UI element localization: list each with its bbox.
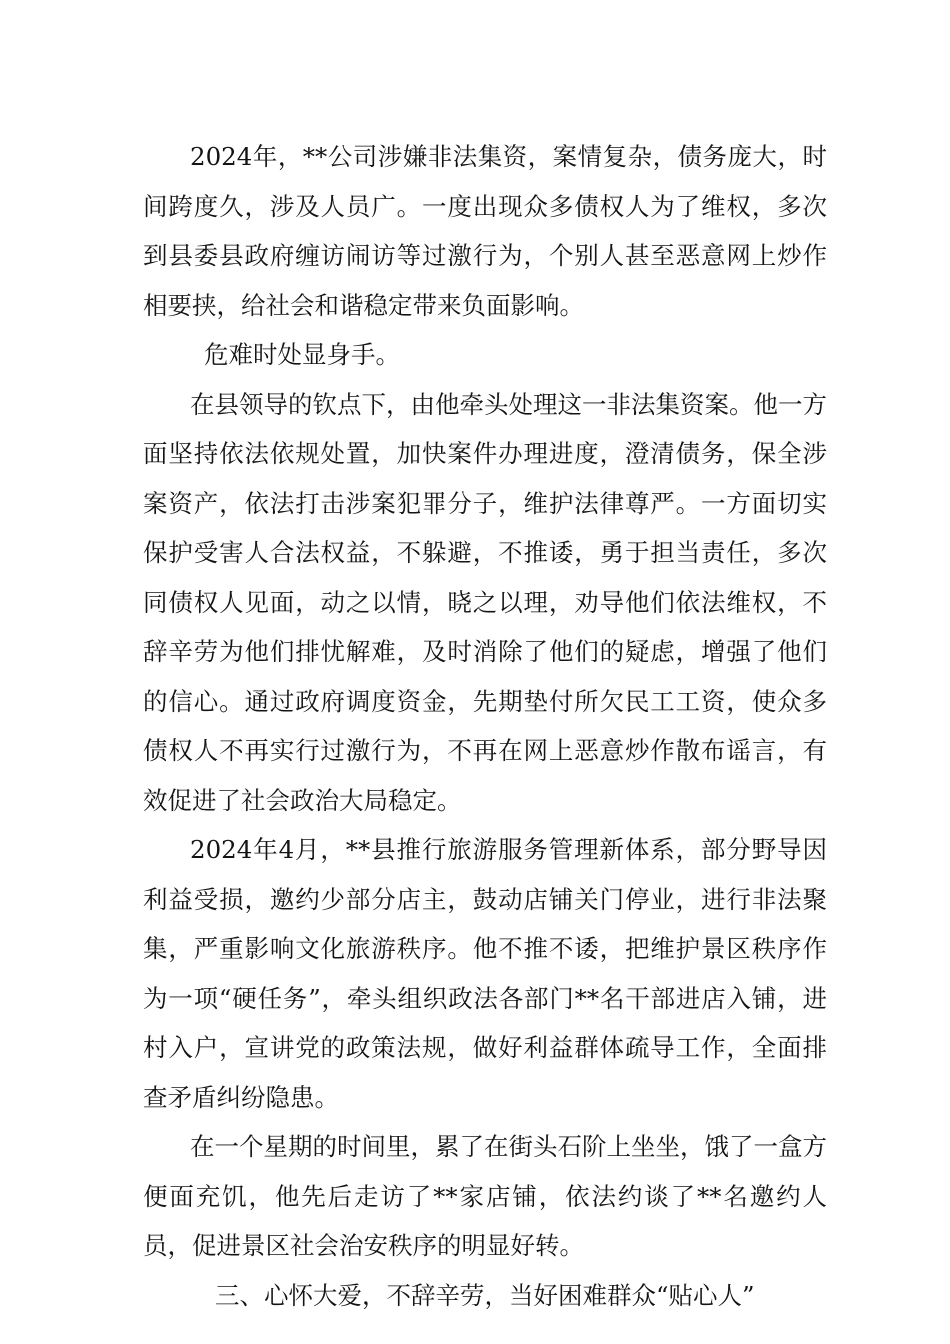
document-body <box>143 132 827 1320</box>
paragraph-case-handling: 在县领导的钦点下，由他牵头处理这一非法集资案。他一方面坚持依法依规处置，加快案件办理进度，澄清债务，保全涉案资产，依法打击涉案犯罪分子，维护法律尊严。一方面切实保护受害人合法权益，不躲避，不推诿，勇于担当责任，多次同债权人见面，动之以情，晓之以理，劝导他们依法维权，不辞辛劳为他们排忧解难，及时消除了他们的疑虑，增强了他们的信心。通过政府调度资金，先期垫付所欠民工工资，使众多债权人不再实行过激行为，不再在网上恶意炒作散布谣言，有效促进了社会政治大局稳定。 <box>143 389 827 815</box>
section-heading: 三、心怀大爱，不辞辛劳，当好困难群众“贴心人” <box>215 1280 755 1310</box>
paragraph-tourism-incident: 2024年4月，**县推行旅游服务管理新体系，部分野导因利益受损，邀约少部分店主，鼓动店铺关门停业，进行非法聚集，严重影响文化旅游秩序。他不推不诿，把维护景区秩序作为一项“硬任务”，牵头组织政法各部门**名干部进店入铺，进村入户，宣讲党的政策法规，做好利益群体疏导工作，全面排查矛盾纠纷隐患。 <box>143 835 827 1112</box>
paragraph-week-visits: 在一个星期的时间里，累了在街头石阶上坐坐，饿了一盒方便面充饥，他先后走访了**家店铺，依法约谈了**名邀约人员，促进景区社会治安秩序的明显好转。 <box>143 1132 827 1260</box>
paragraph-subheading: 危难时处显身手。 <box>204 340 400 369</box>
paragraph-case-background: 2024年，**公司涉嫌非法集资，案情复杂，债务庞大，时间跨度久，涉及人员广。一度出现众多债权人为了维权，多次到县委县政府缠访闹访等过激行为，个别人甚至恶意网上炒作相要挟，给社会和谐稳定带来负面影响。 <box>143 142 827 320</box>
